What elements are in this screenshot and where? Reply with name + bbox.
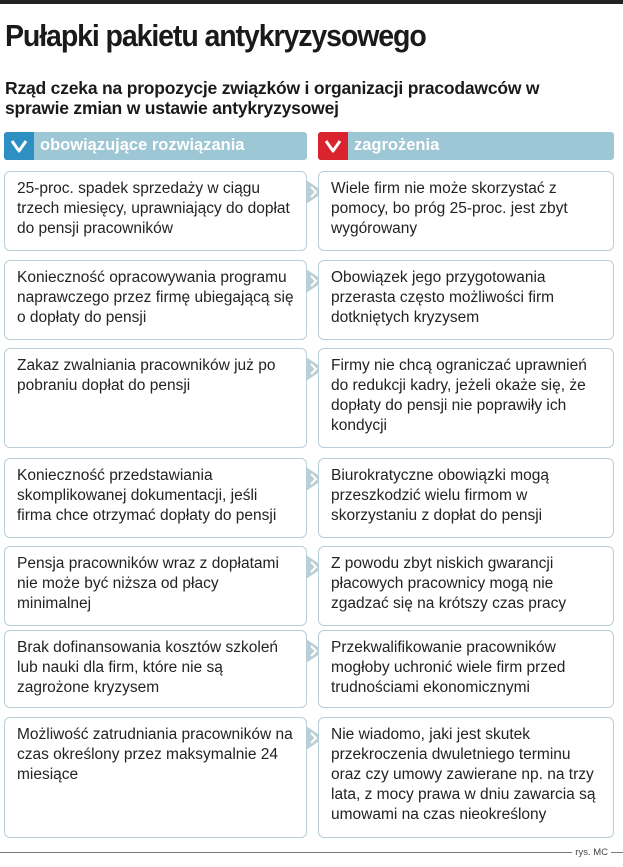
column-header-left-label: obowiązujące rozwiązania (40, 136, 245, 154)
page-subtitle: Rząd czeka na propozycje związków i organizacji pracodawców w sprawie zmian w ustawie antykryzysowej (5, 78, 540, 118)
credit: rys. MC (572, 847, 611, 858)
current-rule-box: Pensja pracowników wraz z dopłatami nie może być niższa od płacy minimalnej (4, 546, 307, 626)
risk-box: Nie wiadomo, jaki jest skutek przekroczenia dwuletniego terminu oraz czy umowy zawierane np. na trzy lata, z mocy prawa w dniu zawarcia są umowami na czas nieokreślony (318, 717, 614, 838)
current-rule-box: Konieczność opracowywania programu naprawczego przez firmę ubiegającą się o dopłaty do pensji (4, 260, 307, 340)
risk-box: Biurokratyczne obowiązki mogą przeszkodzić wielu firmom w skorzystaniu z dopłat do pensji (318, 458, 614, 538)
bottom-rule (0, 852, 623, 853)
page-title: Pułapki pakietu antykryzysowego (5, 18, 426, 53)
risk-box: Firmy nie chcą ograniczać uprawnień do redukcji kadry, jeżeli okaże się, że dopłaty do pensji nie poprawiły ich kondycji (318, 348, 614, 448)
current-rule-box: 25-proc. spadek sprzedaży w ciągu trzech miesięcy, uprawniający do dopłat do pensji pracowników (4, 171, 307, 251)
current-rule-box: Brak dofinansowania kosztów szkoleń lub nauki dla firm, które nie są zagrożone kryzysem (4, 630, 307, 708)
top-rule (0, 0, 623, 4)
column-header-left (4, 132, 307, 160)
column-header-right-label: zagrożenia (354, 136, 440, 154)
risk-box: Z powodu zbyt niskich gwarancji płacowych pracownicy mogą nie zgadzać się na krótszy czas pracy (318, 546, 614, 626)
risk-box: Przekwalifikowanie pracowników mogłoby uchronić wiele firm przed trudnościami ekonomicznymi (318, 630, 614, 708)
check-icon (318, 132, 348, 160)
current-rule-box: Konieczność przedstawiania skomplikowanej dokumentacji, jeśli firma chce otrzymać dopłaty do pensji (4, 458, 307, 538)
current-rule-box: Możliwość zatrudniania pracowników na czas określony przez maksymalnie 24 miesiące (4, 717, 307, 838)
risk-box: Wiele firm nie może skorzystać z pomocy, bo próg 25-proc. jest zbyt wygórowany (318, 171, 614, 251)
column-header-right (318, 132, 614, 160)
current-rule-box: Zakaz zwalniania pracowników już po pobraniu dopłat do pensji (4, 348, 307, 448)
risk-box: Obowiązek jego przygotowania przerasta często możliwości firm dotkniętych kryzysem (318, 260, 614, 340)
check-icon (4, 132, 34, 160)
